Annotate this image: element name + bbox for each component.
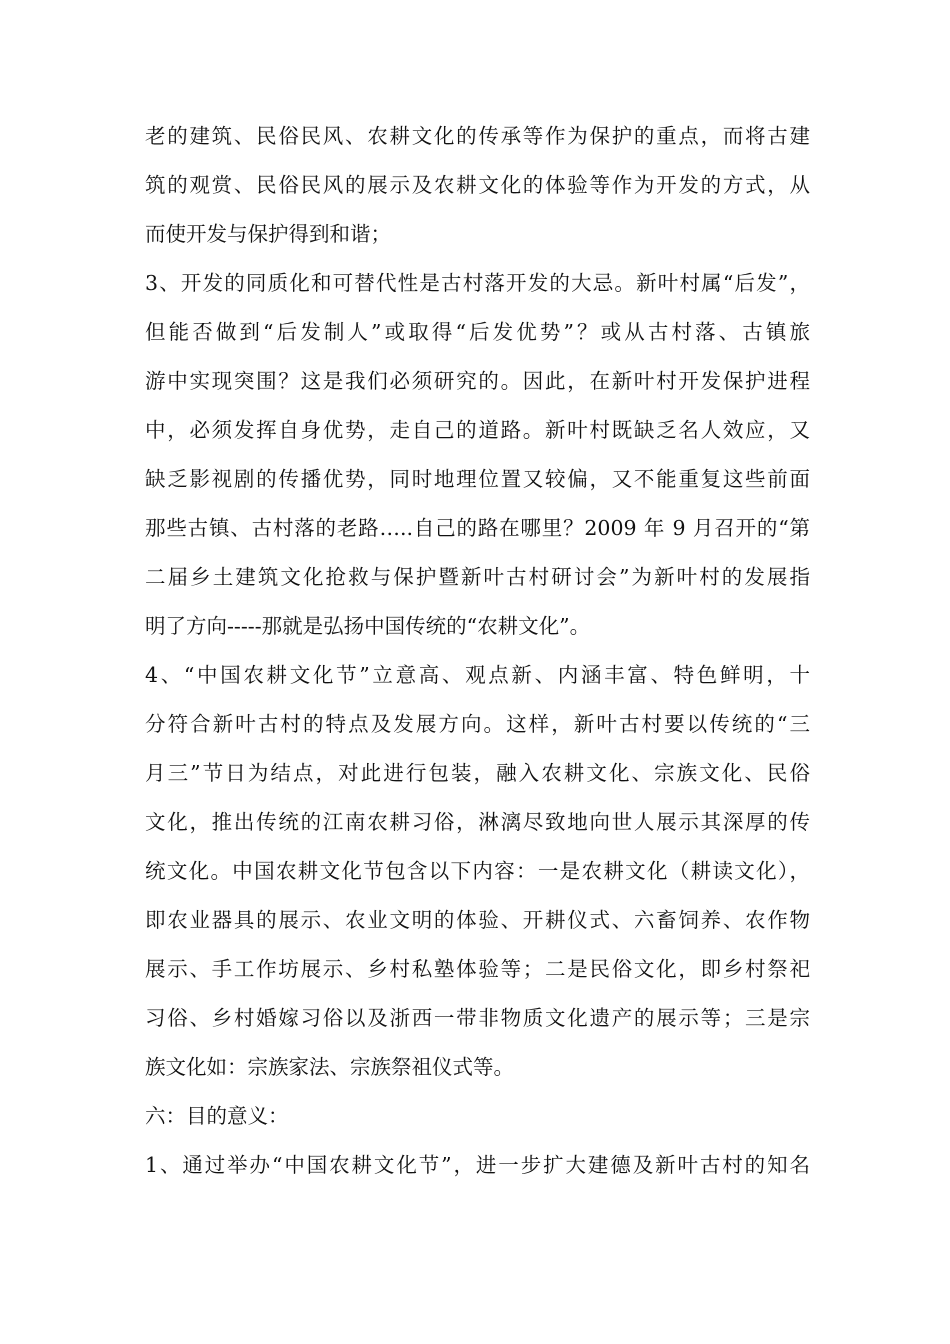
text-line: 1、通过举办“中国农耕文化节”，进一步扩大建德及新叶古村的知名 bbox=[145, 1153, 810, 1177]
section-heading: 六：目的意义： bbox=[145, 1104, 289, 1128]
text-line: 族文化如：宗族家法、宗族祭祖仪式等。 bbox=[145, 1055, 514, 1079]
text-line: 老的建筑、民俗民风、农耕文化的传承等作为保护的重点，而将古建 bbox=[145, 124, 810, 148]
text-line: 即农业器具的展示、农业文明的体验、开耕仪式、六畜饲养、农作物 bbox=[145, 908, 810, 932]
document-body bbox=[145, 112, 810, 1190]
text-line: 文化，推出传统的江南农耕习俗，淋漓尽致地向世人展示其深厚的传 bbox=[145, 810, 810, 834]
text-line: 习俗、乡村婚嫁习俗以及浙西一带非物质文化遗产的展示等；三是宗 bbox=[145, 1006, 810, 1030]
text-line: 那些古镇、古村落的老路…..自己的路在哪里？2009 年 9 月召开的“第 bbox=[145, 516, 810, 540]
text-line: 4、“中国农耕文化节”立意高、观点新、内涵丰富、特色鲜明，十 bbox=[145, 663, 810, 687]
text-line: 中，必须发挥自身优势，走自己的道路。新叶村既缺乏名人效应，又 bbox=[145, 418, 810, 442]
text-line: 二届乡土建筑文化抢救与保护暨新叶古村研讨会”为新叶村的发展指 bbox=[145, 565, 810, 589]
text-line: 统文化。中国农耕文化节包含以下内容：一是农耕文化（耕读文化）， bbox=[145, 859, 810, 883]
text-line: 筑的观赏、民俗民风的展示及农耕文化的体验等作为开发的方式，从 bbox=[145, 173, 810, 197]
text-line: 月三”节日为结点，对此进行包装，融入农耕文化、宗族文化、民俗 bbox=[145, 761, 810, 785]
text-line: 分符合新叶古村的特点及发展方向。这样，新叶古村要以传统的“三 bbox=[145, 712, 810, 736]
text-line: 展示、手工作坊展示、乡村私塾体验等；二是民俗文化，即乡村祭祀 bbox=[145, 957, 810, 981]
text-line: 而使开发与保护得到和谐； bbox=[145, 222, 391, 246]
text-line: 明了方向-----那就是弘扬中国传统的“农耕文化”。 bbox=[145, 614, 591, 638]
text-line: 3、开发的同质化和可替代性是古村落开发的大忌。新叶村属“后发”， bbox=[145, 271, 810, 295]
text-line: 缺乏影视剧的传播优势，同时地理位置又较偏，又不能重复这些前面 bbox=[145, 467, 810, 491]
text-line: 游中实现突围？这是我们必须研究的。因此，在新叶村开发保护进程 bbox=[145, 369, 810, 393]
text-line: 但能否做到“后发制人”或取得“后发优势”？或从古村落、古镇旅 bbox=[145, 320, 810, 344]
